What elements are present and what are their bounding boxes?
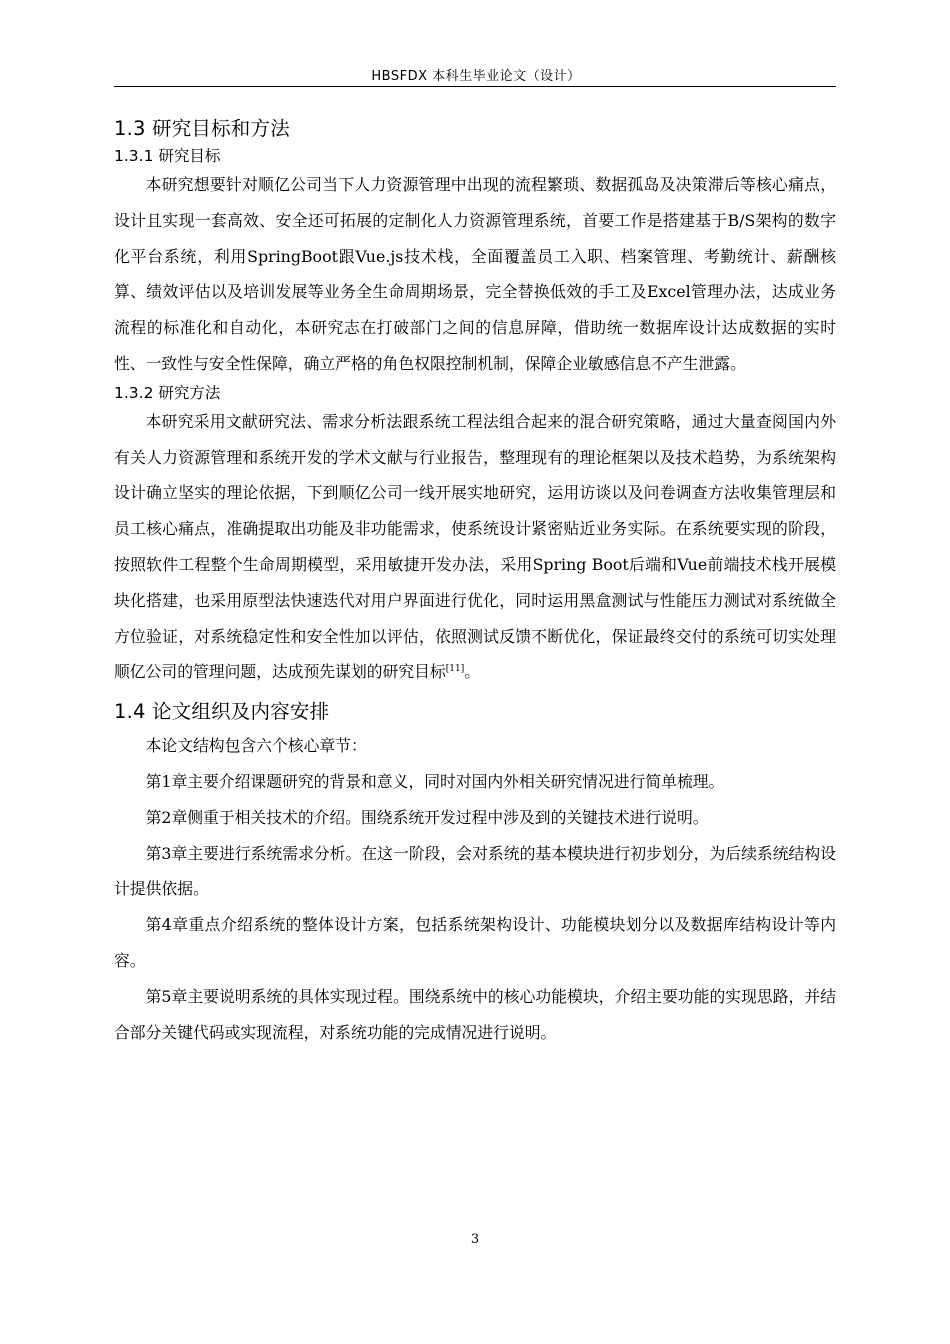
citation-marker: [11] [445, 664, 465, 675]
chapter-5-paragraph: 第5章主要说明系统的具体实现过程。围绕系统中的核心功能模块，介绍主要功能的实现思路，并结合部分关键代码或实现流程，对系统功能的完成情况进行说明。 [114, 986, 836, 1042]
research-methods-paragraph [114, 404, 836, 690]
subsection-heading-1-3-1: 1.3.1 研究目标 [114, 147, 221, 165]
research-methods-text: 本研究采用文献研究法、需求分析法跟系统工程法组合起来的混合研究策略，通过大量查阅国内外有关人力资源管理和系统开发的学术文献与行业报告，整理现有的理论框架以及技术趋势，为系统架构设计确立坚实的理论依据，下到顺亿公司一线开展实地研究，运用访谈以及问卷调查方法收集管理层和员工核心痛点，准确提取出功能及非功能需求，使系统设计紧密贴近业务实际。在系统要实现的阶段，按照软件工程整个生命周期模型，采用敏捷开发办法，采用Spring Boot后端和Vue前端技术栈开展模块化搭建，也采用原型法快速迭代对用户界面进行优化，同时运用黑盒测试与性能压力测试对系统做全方位验证，对系统稳定性和安全性加以评估，依照测试反馈不断优化，保证最终交付的系统可切实处理顺亿公司的管理问题，达成预先谋划的研究目标 [114, 411, 836, 682]
page-content [114, 113, 836, 1050]
chapter-1-paragraph: 第1章主要介绍课题研究的背景和意义，同时对国内外相关研究情况进行简单梳理。 [145, 771, 725, 791]
research-goals-paragraph: 本研究想要针对顺亿公司当下人力资源管理中出现的流程繁琐、数据孤岛及决策滞后等核心痛点，设计且实现一套高效、安全还可拓展的定制化人力资源管理系统，首要工作是搭建基于B/S架构的数字化平台系统，利用SpringBoot跟Vue.js技术栈，全面覆盖员工入职、档案管理、考勤统计、薪酬核算、绩效评估以及培训发展等业务全生命周期场景，完全替换低效的手工及Excel管理办法，达成业务流程的标准化和自动化，本研究志在打破部门之间的信息屏障，借助统一数据库设计达成数据的实时性、一致性与安全性保障，确立严格的角色权限控制机制，保障企业敏感信息不产生泄露。 [114, 175, 836, 373]
header-rule [114, 86, 836, 87]
chapter-4-paragraph: 第4章重点介绍系统的整体设计方案，包括系统架构设计、功能模块划分以及数据库结构设计等内容。 [114, 915, 836, 970]
running-header: HBSFDX 本科生毕业论文（设计） [371, 69, 581, 84]
page-number: 3 [470, 1232, 480, 1247]
section-heading-1-3: 1.3 研究目标和方法 [114, 117, 290, 140]
chapter-3-paragraph: 第3章主要进行系统需求分析。在这一阶段，会对系统的基本模块进行初步划分，为后续系统结构设计提供依据。 [114, 843, 836, 899]
subsection-heading-1-3-2: 1.3.2 研究方法 [114, 383, 221, 402]
section-heading-1-4: 1.4 论文组织及内容安排 [114, 700, 330, 724]
chapter-2-paragraph: 第2章侧重于相关技术的介绍。围绕系统开发过程中涉及到的关键技术进行说明。 [145, 807, 709, 827]
structure-intro-paragraph: 本论文结构包含六个核心章节： [145, 736, 367, 756]
research-methods-ending: 。 [464, 662, 481, 682]
